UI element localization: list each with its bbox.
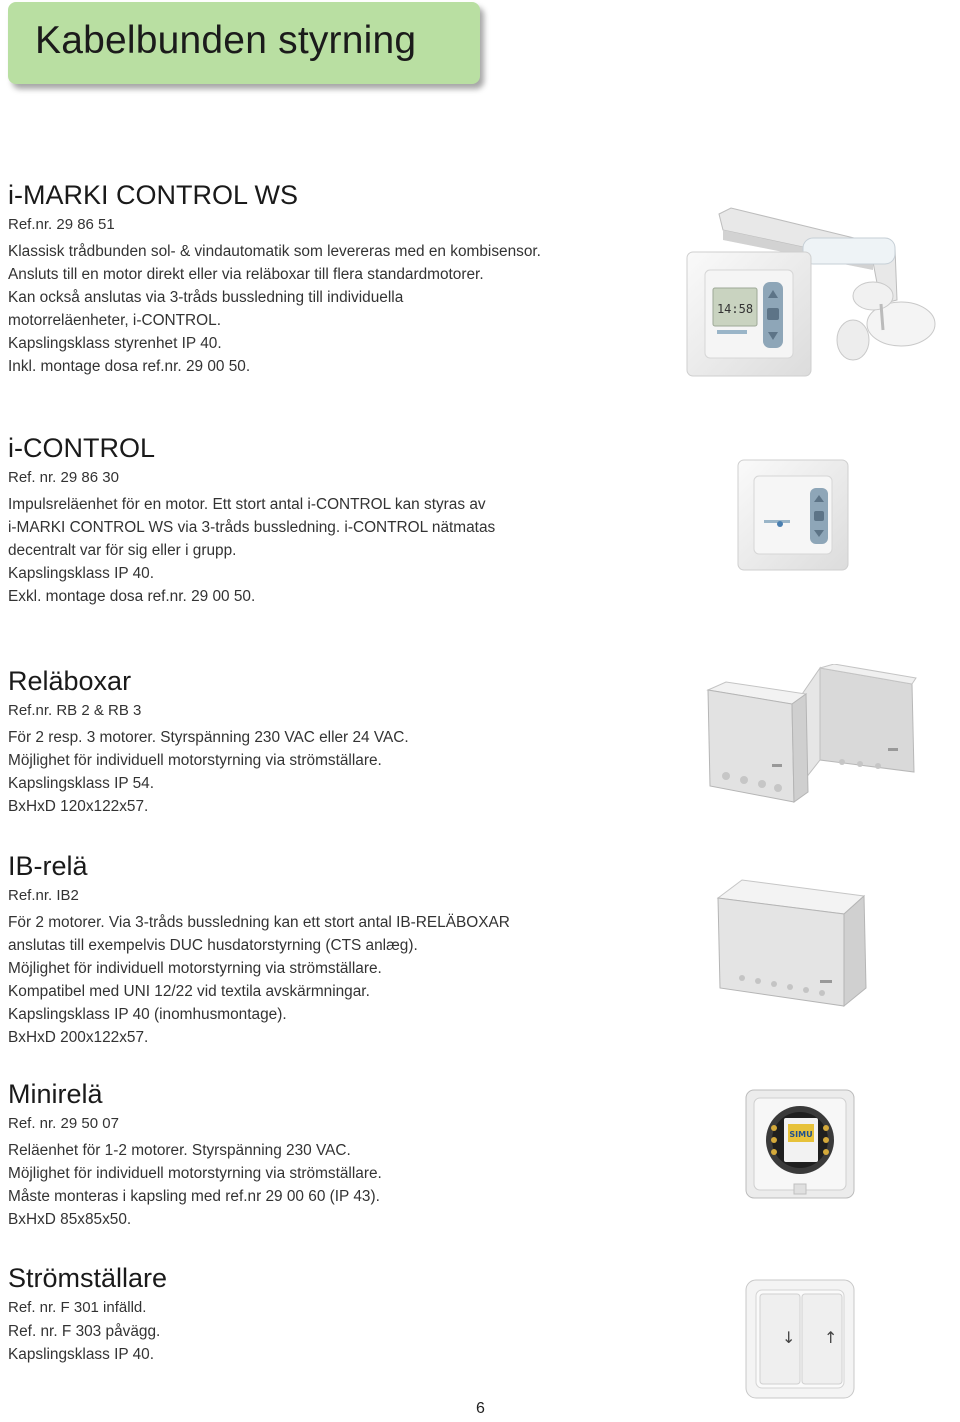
description-line: Möjlighet för individuell motorstyrning via strömställare. [8, 752, 382, 769]
description-line: Kapslingsklass IP 40. [8, 1346, 155, 1363]
product-description [8, 493, 495, 608]
arrow-down-icon[interactable]: ↓ [782, 1328, 796, 1347]
product-title: IB-relä [8, 851, 88, 881]
arrow-up-icon[interactable]: ↑ [824, 1328, 838, 1347]
product-section-ibrela [8, 850, 510, 1049]
product-title: Reläboxar [8, 666, 132, 696]
product-section-imarki [8, 179, 541, 378]
page-number: 6 [476, 1400, 485, 1417]
description-line: i-MARKI CONTROL WS via 3-tråds bussledning. i-CONTROL nätmatas [8, 519, 496, 536]
description-line: Exkl. montage dosa ref.nr. 29 00 50. [8, 588, 256, 605]
description-line: Kan också anslutas via 3-tråds bussledning till individuella [8, 289, 404, 306]
product-ref: Ref.nr. IB2 [8, 887, 79, 904]
product-section-icontrol [8, 432, 495, 608]
icontrol-image [736, 458, 852, 574]
product-title: Minirelä [8, 1079, 103, 1109]
stromstallare-image [744, 1278, 858, 1402]
description-line: För 2 motorer. Via 3-tråds bussledning kan ett stort antal IB-RELÄBOXAR [8, 914, 510, 931]
product-ref: Ref. nr. 29 86 30 [8, 469, 119, 486]
description-line: Kapslingsklass IP 54. [8, 775, 155, 792]
product-description [8, 1139, 382, 1231]
description-line: Kompatibel med UNI 12/22 vid textila avskärmningar. [8, 983, 370, 1000]
product-ref: Ref.nr. RB 2 & RB 3 [8, 702, 142, 719]
description-line: Ansluts till en motor direkt eller via reläboxar till flera standardmotorer. [8, 266, 484, 283]
description-line: Inkl. montage dosa ref.nr. 29 00 50. [8, 358, 251, 375]
description-line: Kapslingsklass IP 40 (inomhusmontage). [8, 1006, 287, 1023]
minirela-image [740, 1084, 860, 1204]
description-line: BxHxD 85x85x50. [8, 1211, 132, 1228]
description-line: Möjlighet för individuell motorstyrning via strömställare. [8, 1165, 382, 1182]
product-description [8, 1320, 167, 1366]
ibrela-image [712, 874, 872, 1012]
product-ref: Ref.nr. 29 86 51 [8, 216, 115, 233]
description-line: Kapslingsklass IP 40. [8, 565, 155, 582]
product-title: Strömställare [8, 1263, 168, 1293]
description-line: Ref. nr. F 303 påvägg. [8, 1323, 161, 1340]
product-section-relaboxar [8, 665, 409, 818]
page-banner [8, 2, 480, 84]
description-line: BxHxD 200x122x57. [8, 1029, 149, 1046]
page-title: Kabelbunden styrning [35, 19, 417, 62]
minirela-label: SIMU [789, 1130, 813, 1139]
product-description [8, 240, 541, 378]
product-ref: Ref. nr. 29 50 07 [8, 1115, 119, 1132]
description-line: Möjlighet för individuell motorstyrning via strömställare. [8, 960, 382, 977]
product-title: i-CONTROL [8, 433, 155, 463]
description-line: För 2 resp. 3 motorer. Styrspänning 230 VAC eller 24 VAC. [8, 729, 409, 746]
description-line: motorreläenheter, i-CONTROL. [8, 312, 221, 329]
product-description [8, 726, 409, 818]
imarki-control-ws-image [683, 200, 945, 390]
description-line: Klassisk trådbunden sol- & vindautomatik som levereras med en kombisensor. [8, 243, 541, 260]
product-description [8, 911, 510, 1049]
description-line: Impulsreläenhet för en motor. Ett stort antal i-CONTROL kan styras av [8, 496, 486, 513]
product-title: i-MARKI CONTROL WS [8, 180, 298, 210]
description-line: BxHxD 120x122x57. [8, 798, 149, 815]
description-line: decentralt var för sig eller i grupp. [8, 542, 237, 559]
product-ref: Ref. nr. F 301 infälld. [8, 1299, 147, 1316]
description-line: Måste monteras i kapsling med ref.nr 29 00 60 (IP 43). [8, 1188, 380, 1205]
product-section-stromstallare [8, 1262, 167, 1366]
description-line: Reläenhet för 1-2 motorer. Styrspänning 230 VAC. [8, 1142, 351, 1159]
description-line: anslutas till exempelvis DUC husdatorstyrning (CTS anlæg). [8, 937, 418, 954]
display-time: 14:58 [716, 302, 754, 316]
relaboxar-image [702, 664, 920, 812]
description-line: Kapslingsklass styrenhet IP 40. [8, 335, 222, 352]
product-section-minirela [8, 1078, 382, 1231]
